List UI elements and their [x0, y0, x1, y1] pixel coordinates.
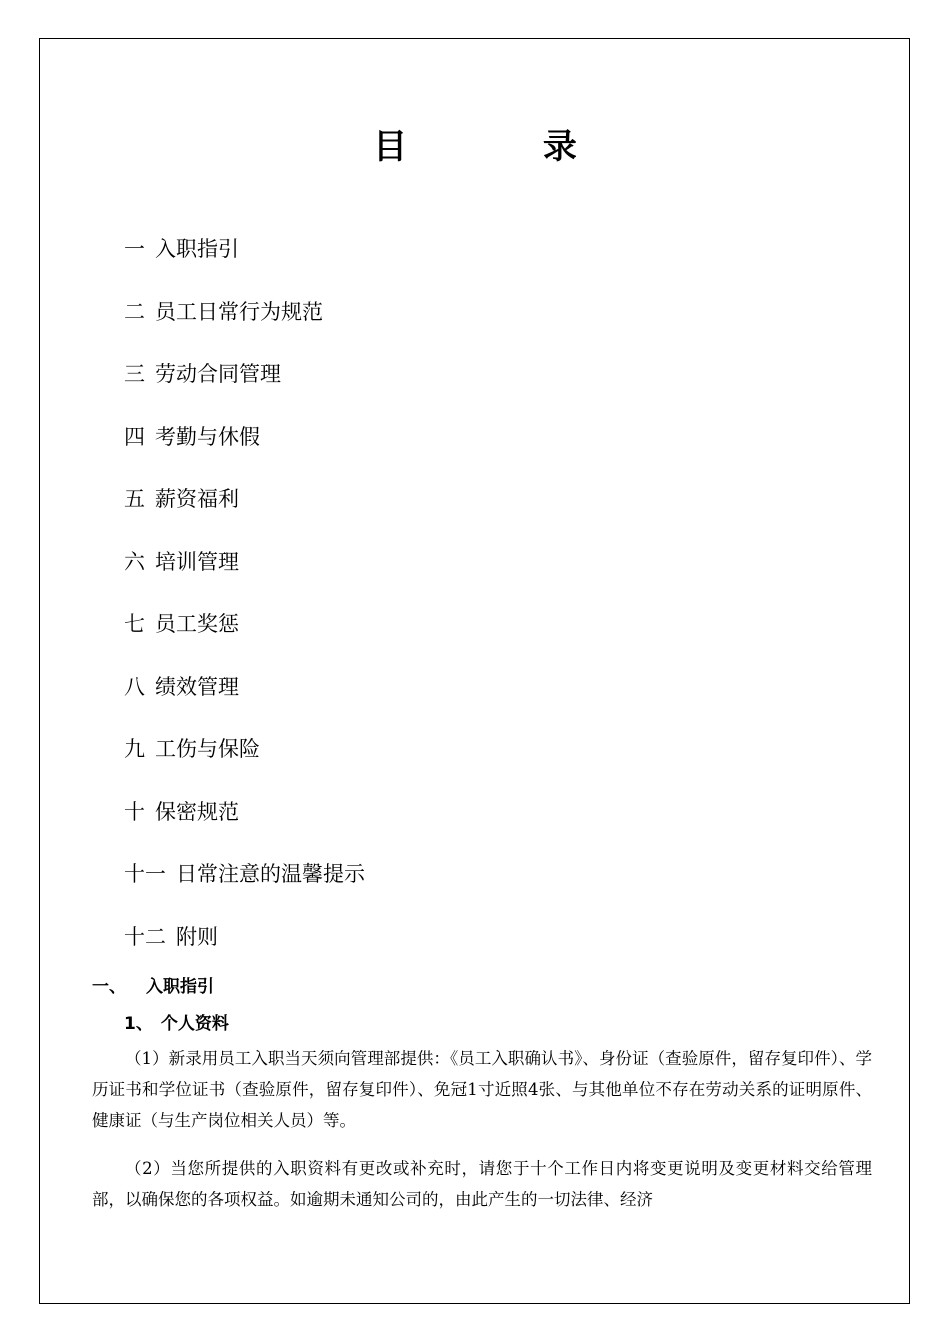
- subsection-number: 1、: [124, 1014, 153, 1034]
- toc-item-number: 九: [124, 737, 145, 761]
- toc-item-number: 五: [124, 487, 145, 511]
- toc-item-label: 工伤与保险: [155, 737, 260, 761]
- toc-item[interactable]: [124, 855, 365, 918]
- toc-item[interactable]: [124, 543, 365, 606]
- toc-item-label: 日常注意的温馨提示: [176, 862, 365, 886]
- toc-item[interactable]: [124, 418, 365, 481]
- toc-item-label: 附则: [176, 924, 218, 949]
- subsection-title: 个人资料: [160, 1014, 229, 1034]
- toc-title: 目 录: [373, 127, 639, 167]
- toc-item[interactable]: [124, 918, 365, 981]
- toc-item-number: 七: [124, 612, 145, 636]
- toc-item-label: 入职指引: [155, 237, 239, 261]
- toc-item-number: 六: [124, 549, 145, 574]
- toc-item[interactable]: [124, 293, 365, 356]
- toc-item-number: 三: [124, 362, 145, 386]
- toc-item-label: 员工奖惩: [155, 612, 239, 636]
- toc-list: [124, 230, 365, 980]
- toc-item[interactable]: [124, 668, 365, 731]
- section-title: 入职指引: [146, 977, 214, 997]
- toc-item-number: 十一: [124, 862, 166, 886]
- toc-item[interactable]: [124, 730, 365, 793]
- toc-item-number: 一: [124, 237, 145, 261]
- toc-item-label: 薪资福利: [155, 487, 239, 511]
- body-paragraph: （1）新录用员工入职当天须向管理部提供：《员工入职确认书》、身份证（查验原件，留存复印件）、学历证书和学位证书（查验原件，留存复印件）、免冠1寸近照4张、与其他单位不存在劳动关系的证明原件、健康证（与生产岗位相关人员）等。: [92, 1049, 872, 1130]
- toc-item[interactable]: [124, 793, 365, 856]
- toc-item-label: 保密规范: [155, 799, 239, 824]
- toc-item-label: 培训管理: [155, 549, 239, 574]
- toc-item-number: 十二: [124, 924, 166, 949]
- toc-item[interactable]: [124, 605, 365, 668]
- toc-item-number: 二: [124, 299, 145, 324]
- toc-item[interactable]: [124, 355, 365, 418]
- section-heading: [92, 972, 214, 1002]
- toc-item-number: 四: [124, 424, 145, 449]
- body-paragraph: （2）当您所提供的入职资料有更改或补充时，请您于十个工作日内将变更说明及变更材料交给管理部，以确保您的各项权益。如逾期未通知公司的，由此产生的一切法律、经济: [92, 1159, 872, 1209]
- toc-item[interactable]: [124, 480, 365, 543]
- toc-item[interactable]: [124, 230, 365, 293]
- toc-item-label: 考勤与休假: [155, 424, 260, 449]
- toc-item-label: 员工日常行为规范: [155, 299, 323, 324]
- toc-item-number: 十: [124, 799, 145, 824]
- toc-item-label: 劳动合同管理: [155, 362, 281, 386]
- subsection-heading: [124, 1009, 229, 1039]
- toc-item-number: 八: [124, 674, 145, 699]
- section-number: 一、: [92, 977, 126, 997]
- toc-item-label: 绩效管理: [155, 674, 239, 699]
